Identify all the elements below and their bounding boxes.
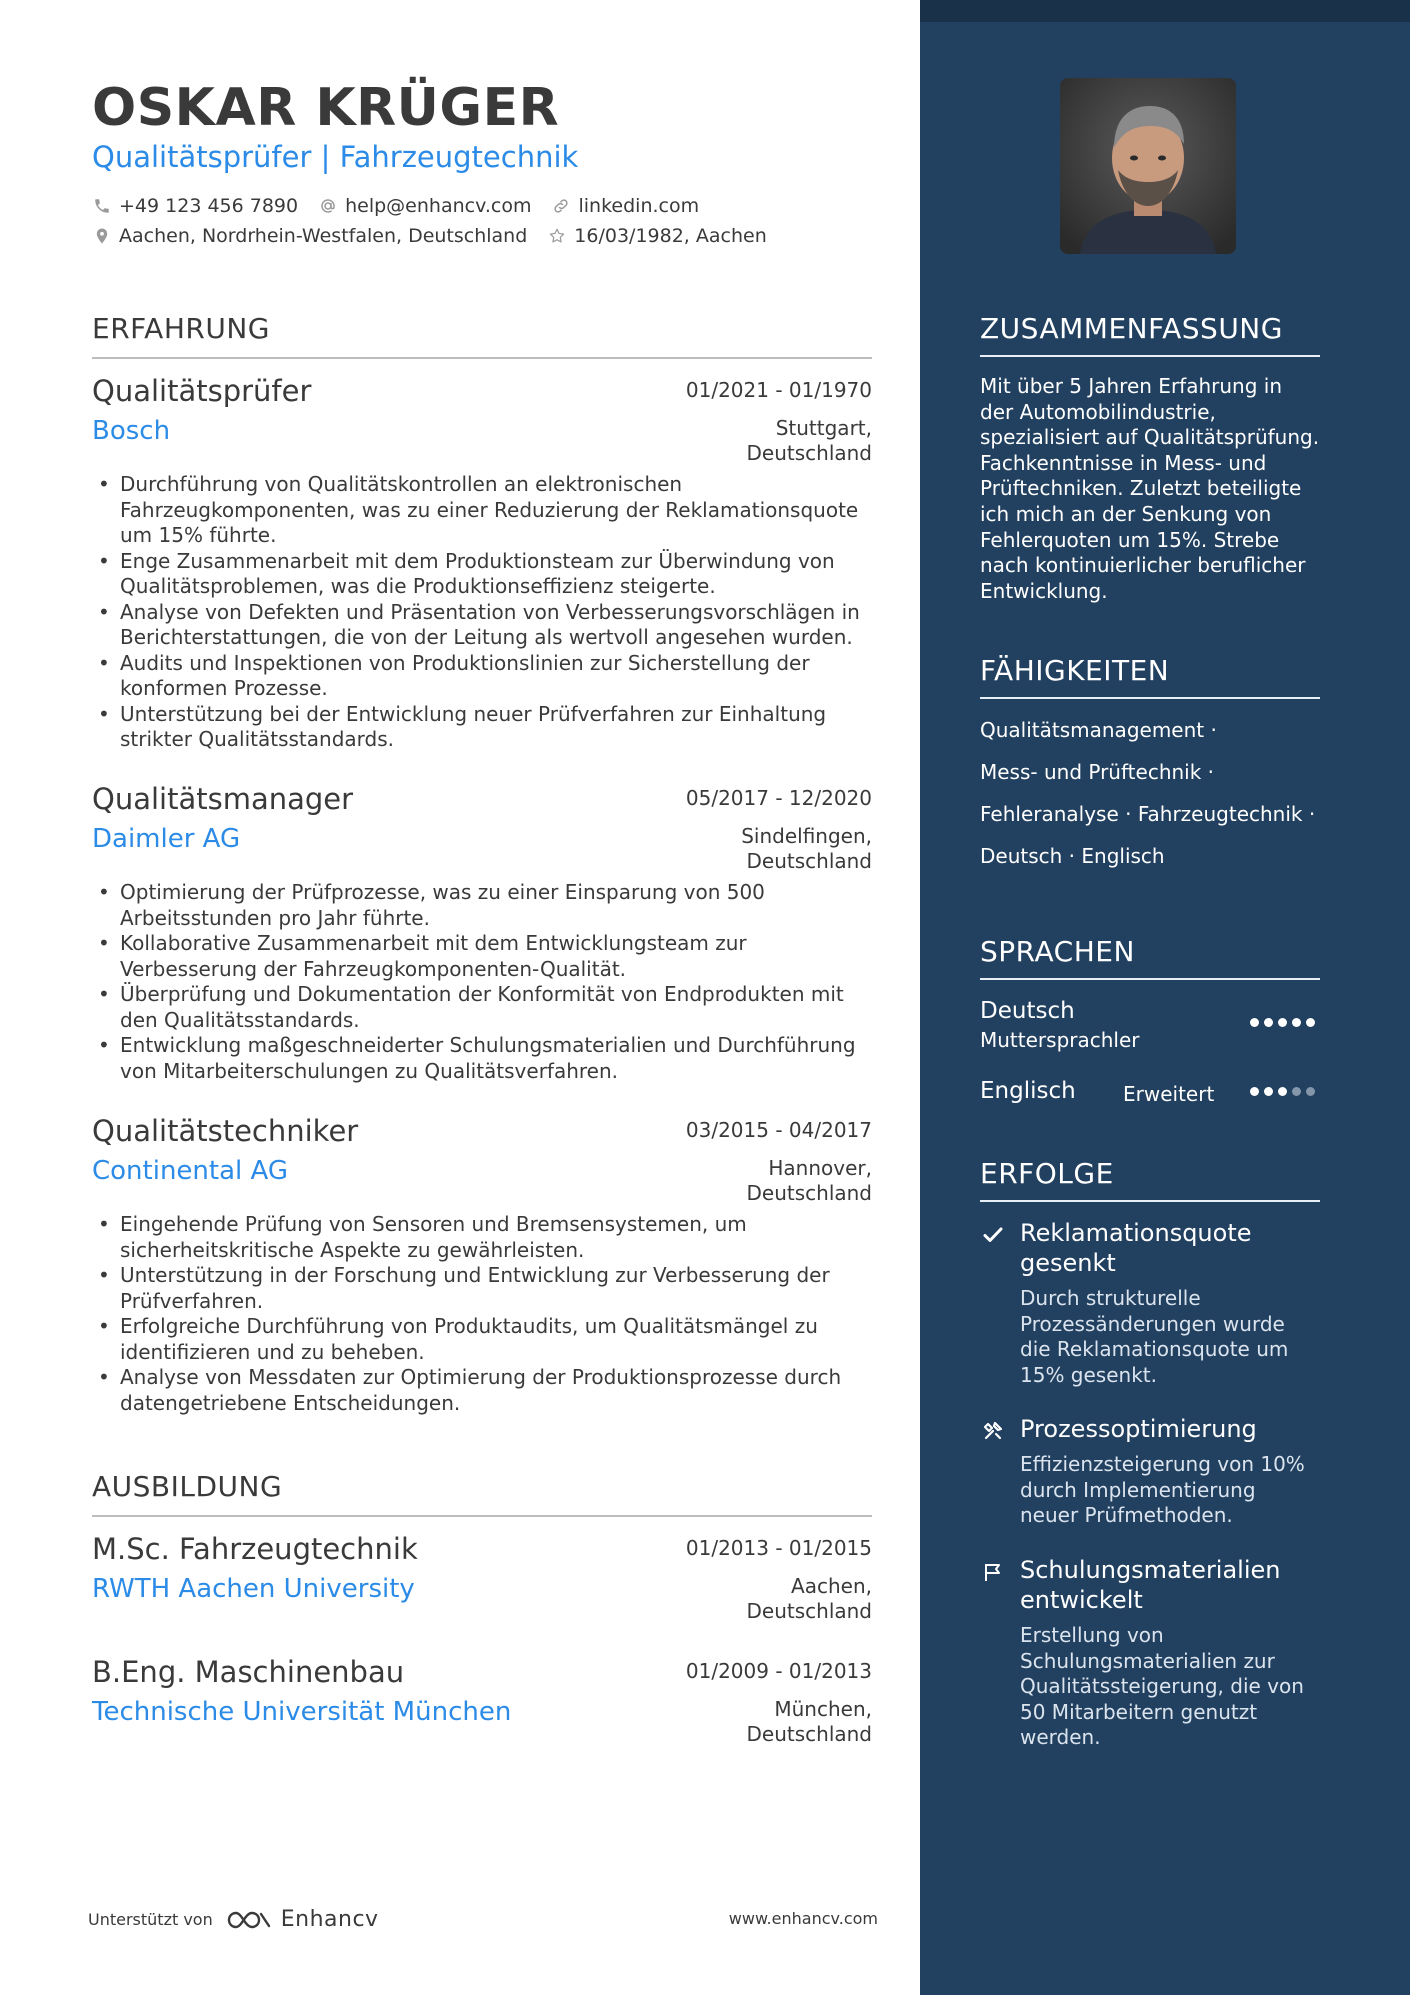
- bullet-item: • Unterstützung in der Forschung und Entwicklung zur Verbesserung der Prüfverfahren.: [92, 1263, 872, 1314]
- contact-location: [92, 225, 527, 247]
- bullet-item: • Optimierung der Prüfprozesse, was zu einer Einsparung von 500 Arbeitsstunden pro Jahr führte.: [92, 880, 872, 931]
- job-company: Continental AG: [92, 1156, 289, 1186]
- school-location-city: München,: [774, 1697, 872, 1721]
- phone-icon: [92, 196, 112, 216]
- bullet-item: • Durchführung von Qualitätskontrollen an elektronischen Fahrzeugkomponenten, was zu einer Reduzierung der Reklamationsquote um 15% führte.: [92, 472, 872, 549]
- school-name: Technische Universität München: [92, 1697, 512, 1727]
- job-bullets: [92, 472, 872, 753]
- footer: [88, 1905, 878, 1935]
- education-date: 01/2009 - 01/2013: [685, 1659, 872, 1683]
- location-text: Aachen, Nordrhein-Westfalen, Deutschland: [119, 225, 528, 247]
- degree-title: B.Eng. Maschinenbau: [92, 1655, 405, 1689]
- portrait-image: [1060, 78, 1236, 254]
- job-location: [612, 1156, 872, 1206]
- enhancv-logo-icon: [225, 1908, 273, 1932]
- candidate-title: Qualitätsprüfer | Fahrzeugtechnik: [92, 140, 579, 174]
- contact-link[interactable]: [551, 195, 699, 217]
- achievement-title: Schulungsmaterialien entwickelt: [1020, 1556, 1281, 1614]
- achievement-title: Reklamationsquote gesenkt: [1020, 1219, 1252, 1277]
- contact-email[interactable]: [318, 195, 531, 217]
- job-location: [612, 824, 872, 874]
- bullet-item: • Kollaborative Zusammenarbeit mit dem Entwicklungsteam zur Verbesserung der Fahrzeugkomponenten-Qualität.: [92, 931, 872, 982]
- school-name: RWTH Aachen University: [92, 1574, 415, 1604]
- education-date: 01/2013 - 01/2015: [685, 1536, 872, 1560]
- school-location-country: Deutschland: [746, 1599, 872, 1623]
- job-bullets: [92, 880, 872, 1084]
- job-date: 03/2015 - 04/2017: [685, 1118, 872, 1142]
- job-location-city: Sindelfingen,: [741, 824, 872, 848]
- rating-dot: [1250, 1018, 1259, 1027]
- rating-dot: [1292, 1087, 1301, 1096]
- languages-heading: SPRACHEN: [980, 935, 1320, 980]
- job-location: [612, 416, 872, 466]
- at-icon: [318, 196, 338, 216]
- powered-by-label: Unterstützt von: [88, 1910, 213, 1929]
- contact-row-2: [92, 225, 787, 247]
- language-rating: [1245, 1087, 1315, 1096]
- powered-by: [88, 1907, 379, 1932]
- job-bullets: [92, 1212, 872, 1416]
- rating-dot: [1250, 1087, 1259, 1096]
- job-role: Qualitätsmanager: [92, 782, 354, 816]
- sidebar-topbar: [920, 0, 1410, 22]
- school-location-country: Deutschland: [746, 1722, 872, 1746]
- bullet-item: • Analyse von Defekten und Präsentation von Verbesserungsvorschlägen in Berichterstattungen, die von der Leitung als wertvoll angesehen wurden.: [92, 600, 872, 651]
- sidebar: [920, 0, 1410, 1995]
- contact-birth: [547, 225, 766, 247]
- brand-name: Enhancv: [280, 1907, 379, 1932]
- achievement-desc: Effizienzsteigerung von 10% durch Implementierung neuer Prüfmethoden.: [1020, 1452, 1305, 1528]
- footer-url[interactable]: www.enhancv.com: [728, 1909, 878, 1928]
- contact-row-1: [92, 195, 719, 217]
- link-icon: [551, 196, 571, 216]
- skills-heading: FÄHIGKEITEN: [980, 654, 1320, 699]
- bullet-item: • Audits und Inspektionen von Produktionslinien zur Sicherstellung der konformen Prozesse.: [92, 651, 872, 702]
- phone-text: +49 123 456 7890: [119, 195, 299, 217]
- contact-phone[interactable]: [92, 195, 298, 217]
- job-date: 01/2021 - 01/1970: [685, 378, 872, 402]
- tools-icon: [980, 1418, 1006, 1444]
- job-role: Qualitätsprüfer: [92, 374, 312, 408]
- birth-text: 16/03/1982, Aachen: [574, 225, 767, 247]
- school-location-city: Aachen,: [791, 1574, 872, 1598]
- brand-logo[interactable]: [225, 1907, 379, 1932]
- summary-text: Mit über 5 Jahren Erfahrung in der Automobilindustrie, spezialisiert auf Qualitätsprüfung. Fachkenntnisse in Mess- und Prüftechniken. Zuletzt beteiligte ich mich an der Senkung von Fehlerquoten um 15%. Strebe nach kontinuierlicher beruflicher Entwicklung.: [980, 374, 1320, 603]
- school-location: [612, 1697, 872, 1747]
- language-name: Englisch: [980, 1078, 1076, 1104]
- experience-heading: ERFAHRUNG: [92, 312, 872, 359]
- bullet-item: • Eingehende Prüfung von Sensoren und Bremsensystemen, um sicherheitskritische Aspekte zu gewährleisten.: [92, 1212, 872, 1263]
- flag-icon: [980, 1559, 1006, 1585]
- school-location: [612, 1574, 872, 1624]
- language-level: Erweitert: [1123, 1082, 1215, 1106]
- education-heading: AUSBILDUNG: [92, 1470, 872, 1517]
- bullet-item: • Entwicklung maßgeschneiderter Schulungsmaterialien und Durchführung von Mitarbeiterschulungen zu Qualitätsverfahren.: [92, 1033, 872, 1084]
- language-rating: [1245, 1018, 1315, 1027]
- skill-line: Fehleranalyse · Fahrzeugtechnik ·: [980, 802, 1316, 826]
- rating-dot: [1264, 1087, 1273, 1096]
- skill-line: Mess- und Prüftechnik ·: [980, 760, 1215, 784]
- rating-dot: [1306, 1087, 1315, 1096]
- job-location-country: Deutschland: [746, 441, 872, 465]
- bullet-item: • Erfolgreiche Durchführung von Produktaudits, um Qualitätsmängel zu identifizieren und zu beheben.: [92, 1314, 872, 1365]
- skill-line: Qualitätsmanagement ·: [980, 718, 1217, 742]
- bullet-item: • Unterstützung bei der Entwicklung neuer Prüfverfahren zur Einhaltung strikter Qualitätsstandards.: [92, 702, 872, 753]
- job-company: Bosch: [92, 416, 171, 446]
- job-location-country: Deutschland: [746, 1181, 872, 1205]
- skill-line: Deutsch · Englisch: [980, 844, 1165, 868]
- rating-dot: [1292, 1018, 1301, 1027]
- achievements-heading: ERFOLGE: [980, 1157, 1320, 1202]
- candidate-name: OSKAR KRÜGER: [92, 78, 560, 138]
- location-pin-icon: [92, 226, 112, 246]
- summary-heading: ZUSAMMENFASSUNG: [980, 312, 1320, 357]
- rating-dot: [1264, 1018, 1273, 1027]
- profile-photo: [1060, 78, 1236, 254]
- bullet-item: • Überprüfung und Dokumentation der Konformität von Endprodukten mit den Qualitätsstandards.: [92, 982, 872, 1033]
- language-name: Deutsch: [980, 998, 1075, 1024]
- bullet-item: • Enge Zusammenarbeit mit dem Produktionsteam zur Überwindung von Qualitätsproblemen, was die Produktionseffizienz steigerte.: [92, 549, 872, 600]
- rating-dot: [1278, 1018, 1287, 1027]
- job-location-country: Deutschland: [746, 849, 872, 873]
- bullet-item: • Analyse von Messdaten zur Optimierung der Produktionsprozesse durch datengetriebene Entscheidungen.: [92, 1365, 872, 1416]
- job-date: 05/2017 - 12/2020: [685, 786, 872, 810]
- job-location-city: Stuttgart,: [775, 416, 872, 440]
- achievement-desc: Erstellung von Schulungsmaterialien zur Qualitätssteigerung, die von 50 Mitarbeitern genutzt werden.: [1020, 1623, 1304, 1750]
- email-text: help@enhancv.com: [345, 195, 532, 217]
- check-icon: [980, 1222, 1006, 1248]
- rating-dot: [1278, 1087, 1287, 1096]
- job-company: Daimler AG: [92, 824, 241, 854]
- degree-title: M.Sc. Fahrzeugtechnik: [92, 1532, 418, 1566]
- rating-dot: [1306, 1018, 1315, 1027]
- achievement-title: Prozessoptimierung: [1020, 1415, 1257, 1443]
- job-role: Qualitätstechniker: [92, 1114, 359, 1148]
- star-icon: [547, 226, 567, 246]
- link-text: linkedin.com: [578, 195, 700, 217]
- job-location-city: Hannover,: [768, 1156, 872, 1180]
- achievement-desc: Durch strukturelle Prozessänderungen wurde die Reklamationsquote um 15% gesenkt.: [1020, 1286, 1289, 1387]
- language-level: Muttersprachler: [980, 1028, 1140, 1052]
